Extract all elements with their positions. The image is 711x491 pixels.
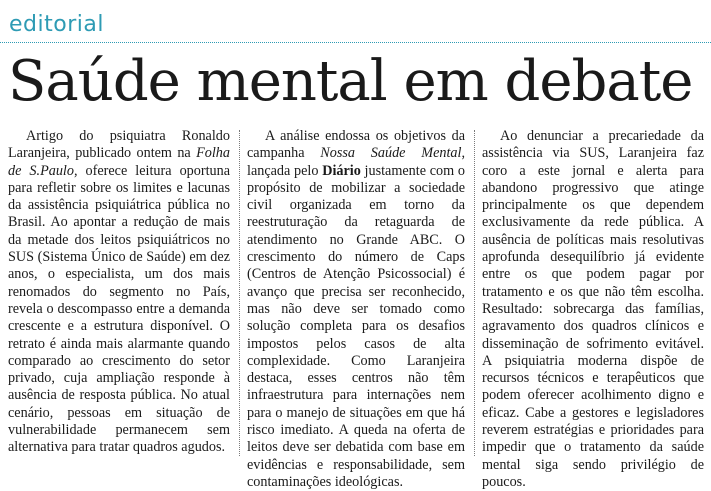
section-rule	[0, 42, 711, 43]
column-divider	[239, 130, 240, 456]
headline: Saúde mental em debate	[8, 49, 693, 114]
body-text: Ao denunciar a precariedade da assistência via SUS, Laranjeira faz coro a este jornal e alerta para abandono progressivo que atinge principalmente os que dependem exclusivamente da rede pública. A ausência de políticas mais resolutivas aprofunda desequilíbrio já evidente entre os que podem pagar por tratamento e os que não têm escolha. Resultado: sobrecarga das famílias, agravamento dos quadros clínicos e disseminação de sofrimento evitável. A psiquiatria moderna dispõe de recursos técnicos e terapêuticos que podem oferecer acolhimento digno e eficaz. Cabe a gestores e legisladores reverem estratégias e prioridades para impedir que o tratamento da saúde mental siga sendo privilégio de poucos.	[482, 128, 704, 490]
body-text: Artigo do psiquiatra Ronaldo Laranjeira, publicado ontem na	[8, 128, 230, 162]
body-text: justamente com o propósito de mobilizar a sociedade civil organizada em torno da reestruturação da retaguarda de atendimento no Grande ABC. O crescimento do número de Caps (Centros de Atenção Psicossocial) é avanço que precisa ser reconhecido, mas não deve ser tomado como solução completa para os desafios impostos pelos casos de alta complexidade. Como Laranjeira destaca, esses centros não têm infraestrutura para internações nem para o manejo de situações em que há risco imediato. A queda na oferta de leitos deve ser debatida com base em evidências e responsabilidade, sem contaminações ideológicas.	[247, 162, 465, 490]
italic-text: Folha de S.Paulo	[8, 145, 230, 179]
bold-text: Diário	[322, 162, 361, 179]
italic-text: Nossa Saúde Mental	[320, 145, 462, 162]
body-text: , lançada pelo	[247, 145, 465, 179]
article-paragraph	[247, 128, 465, 491]
article-column-2	[247, 128, 465, 491]
article-paragraph	[482, 128, 704, 491]
article-column-3	[482, 128, 704, 491]
article-paragraph	[8, 128, 230, 457]
body-text: , oferece leitura oportuna para refletir sobre os limites e lacunas da assistência psiquiátrica pública no Brasil. Ao apontar a redução de mais da metade dos leitos psiquiátricos no SUS (Sistema Único de Saúde) em dez anos, o especialista, um dos mais renomados do segmento no País, revela o descompasso entre a demanda crescente e a estrutura disponível. O retrato é ainda mais alarmante quando comparado ao crescimento do setor privado, cuja ampliação responde à ausência de resposta pública. No atual cenário, pessoas em situação de vulnerabilidade permanecem sem alternativa para tratar quadros agudos.	[8, 162, 230, 456]
article-column-1	[8, 128, 230, 457]
section-label: editorial	[9, 12, 104, 37]
body-text: A análise endossa os objetivos da campanha	[247, 128, 465, 162]
column-divider	[474, 130, 475, 456]
